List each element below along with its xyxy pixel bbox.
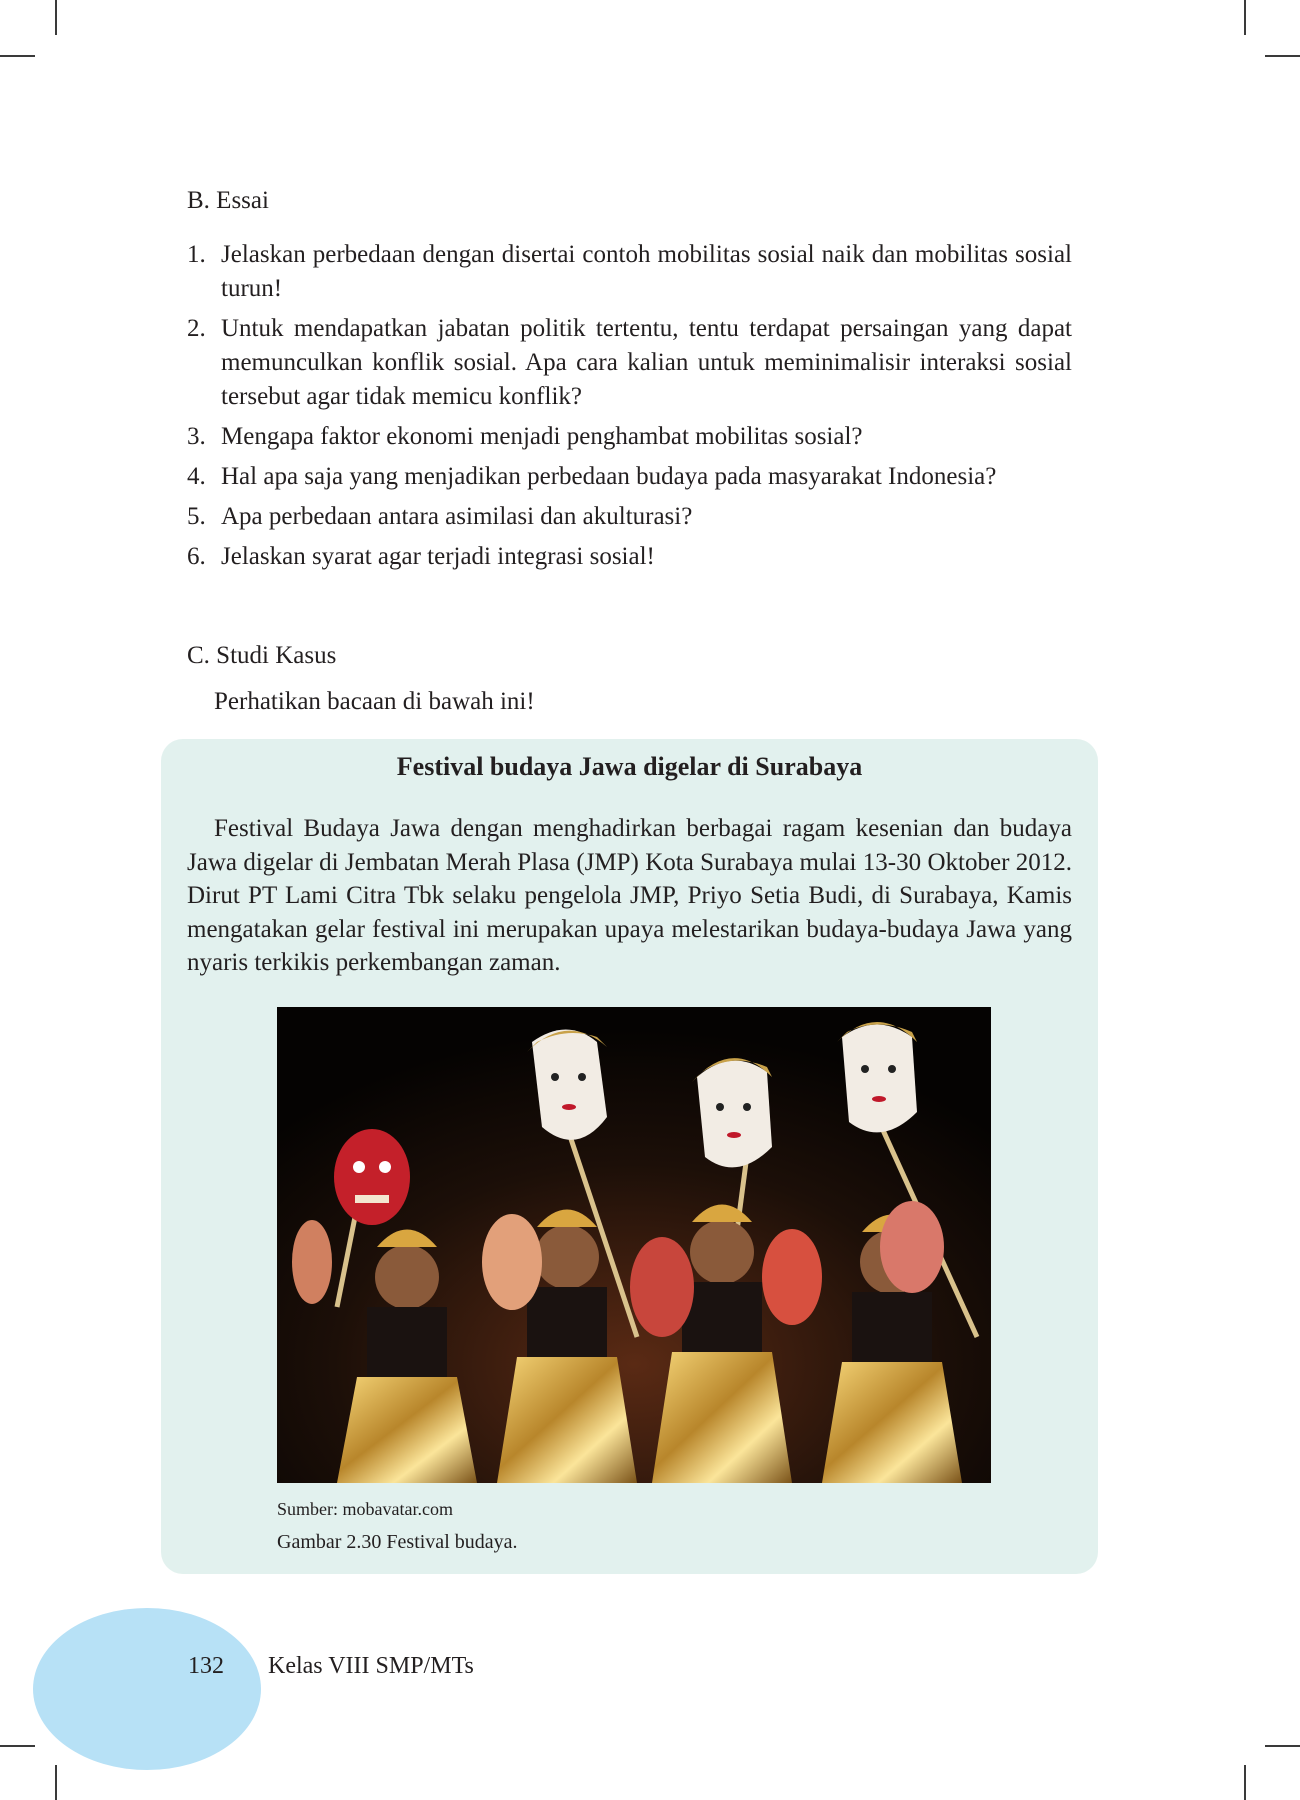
essay-heading: B. Essai (187, 187, 269, 214)
essay-question (187, 312, 1072, 414)
case-study-heading: C. Studi Kasus (187, 642, 337, 669)
case-study-box (161, 739, 1098, 1574)
question-number: 5. (187, 503, 206, 530)
essay-question (187, 420, 1072, 454)
page-number: 132 (188, 1653, 224, 1679)
question-number: 3. (187, 423, 206, 450)
question-text: Untuk mendapatkan jabatan politik tertentu, tentu terdapat persaingan yang dapat memunculkan konflik sosial. Apa cara kalian untuk meminimalisir interaksi sosial tersebut agar tidak memicu konflik? (221, 315, 1072, 410)
page-number-blob (33, 1608, 261, 1770)
question-number: 2. (187, 315, 206, 342)
festival-photo (277, 1007, 991, 1483)
crop-mark (1265, 1745, 1300, 1747)
case-study-title: Festival budaya Jawa digelar di Surabaya (396, 752, 863, 781)
essay-question (187, 540, 1072, 574)
case-study-body: Festival Budaya Jawa dengan menghadirkan berbagai ragam kesenian dan budaya Jawa digelar di Jembatan Merah Plasa (JMP) Kota Surabaya mulai 13-30 Oktober 2012. Dirut PT Lami Citra Tbk selaku pengelola JMP, Priyo Setia Budi, di Surabaya, Kamis mengatakan gelar festival ini merupakan upaya melestarikan budaya-budaya Jawa yang nyaris terkikis perkembangan zaman. (187, 815, 1072, 976)
question-number: 4. (187, 463, 206, 490)
crop-mark (55, 1765, 57, 1800)
book-title: Kelas VIII SMP/MTs (268, 1653, 474, 1679)
question-text: Mengapa faktor ekonomi menjadi penghambat mobilitas sosial? (221, 423, 863, 450)
crop-mark (1244, 1765, 1246, 1800)
essay-question (187, 500, 1072, 534)
question-number: 1. (187, 241, 206, 268)
image-source: Sumber: mobavatar.com (277, 1499, 453, 1519)
handheld-mask (762, 1229, 822, 1325)
essay-question (187, 460, 1072, 494)
crop-mark (0, 1745, 35, 1747)
case-study-intro: Perhatikan bacaan di bawah ini! (214, 688, 535, 715)
question-text: Hal apa saja yang menjadikan perbedaan budaya pada masyarakat Indonesia? (221, 463, 997, 490)
handheld-mask (482, 1214, 542, 1310)
essay-question (187, 238, 1072, 306)
question-text: Jelaskan syarat agar terjadi integrasi sosial! (221, 543, 655, 570)
crop-mark (55, 0, 57, 35)
question-text: Jelaskan perbedaan dengan disertai contoh mobilitas sosial naik dan mobilitas sosial turun! (221, 241, 1072, 302)
handheld-mask (880, 1201, 944, 1293)
handheld-mask (630, 1237, 694, 1337)
handheld-mask (292, 1220, 332, 1304)
question-number: 6. (187, 543, 206, 570)
crop-mark (1244, 0, 1246, 35)
question-text: Apa perbedaan antara asimilasi dan akulturasi? (221, 503, 693, 530)
white-mask (837, 1022, 917, 1132)
essay-question-list (187, 238, 1072, 580)
crop-mark (1265, 55, 1300, 57)
crop-mark (0, 55, 35, 57)
red-mask (334, 1129, 410, 1225)
festival-photo-illustration (277, 1007, 991, 1483)
image-caption: Gambar 2.30 Festival budaya. (277, 1531, 518, 1553)
